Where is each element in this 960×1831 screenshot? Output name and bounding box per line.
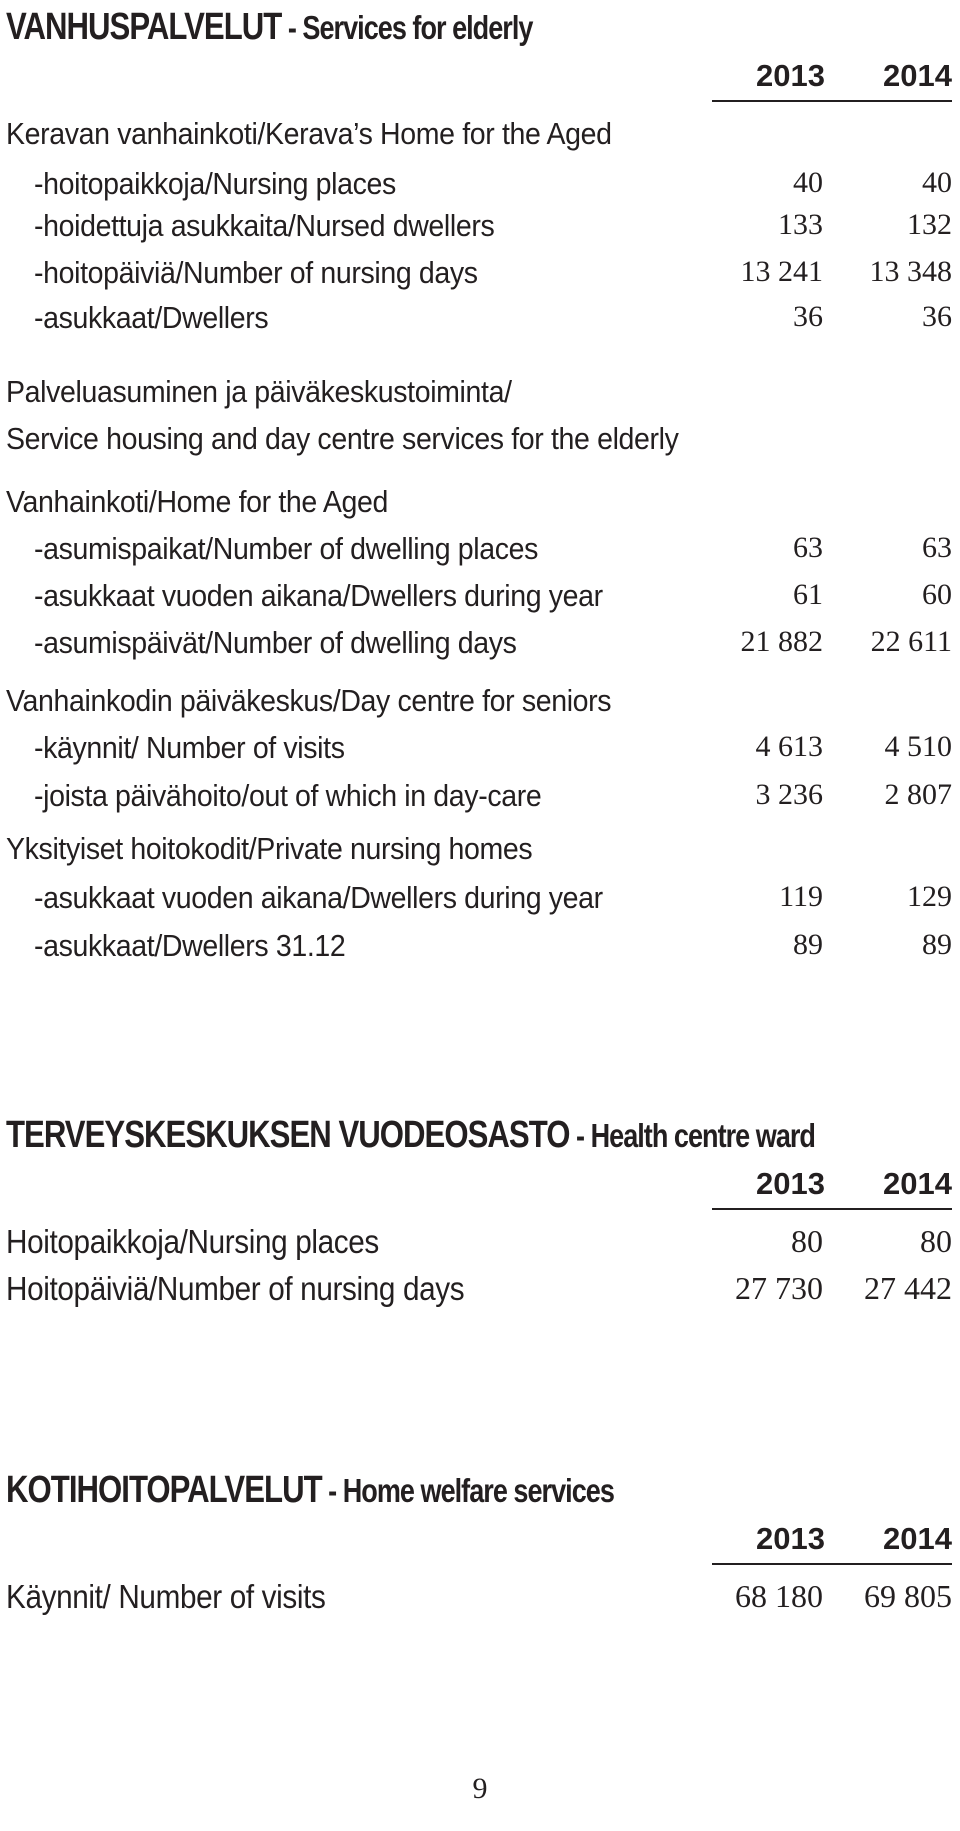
table-row: -asukkaat/Dwellers 36 36 (34, 300, 952, 335)
section-heading: KOTIHOITOPALVELUT - Home welfare services (6, 1469, 614, 1511)
year-2013-header: 2013 (756, 1521, 825, 1556)
section-heading: VANHUSPALVELUT - Services for elderly (6, 6, 533, 48)
table-row: -hoitopäiviä/Number of nursing days 13 241 13 348 (34, 255, 952, 290)
section-heading: TERVEYSKESKUKSEN VUODEOSASTO - Health centre ward (6, 1114, 815, 1156)
table-row: Service housing and day centre services for the elderly (6, 421, 679, 456)
year-2013-header: 2013 (756, 1166, 825, 1201)
table-row: -joista päivähoito/out of which in day-care 3 236 2 807 (34, 778, 952, 813)
table-row: -asukkaat/Dwellers 31.12 89 89 (34, 928, 952, 963)
header-rule (712, 1208, 952, 1210)
table-row: -asumispäivät/Number of dwelling days 21 882 22 611 (34, 625, 952, 660)
year-2014-header: 2014 (883, 1166, 952, 1201)
table-row: Käynnit/ Number of visits 68 180 69 805 (6, 1578, 952, 1615)
table-row: -asukkaat vuoden aikana/Dwellers during year 119 129 (34, 880, 952, 915)
table-row: Yksityiset hoitokodit/Private nursing homes (6, 831, 533, 866)
table-row: Hoitopaikkoja/Nursing places 80 80 (6, 1223, 952, 1260)
page-number: 9 (472, 1772, 488, 1805)
table-row: Keravan vanhainkoti/Kerava’s Home for the Aged (6, 116, 612, 151)
table-row: Palveluasuminen ja päiväkeskustoiminta/ (6, 374, 512, 409)
table-row: -hoidettuja asukkaita/Nursed dwellers 133 132 (34, 208, 952, 243)
table-row: Vanhainkodin päiväkeskus/Day centre for seniors (6, 683, 612, 718)
table-row: Hoitopäiviä/Number of nursing days 27 730 27 442 (6, 1270, 952, 1307)
year-2013-header: 2013 (756, 58, 825, 93)
year-header (6, 1162, 952, 1210)
table-row: -asukkaat vuoden aikana/Dwellers during year 61 60 (34, 578, 952, 613)
year-header (6, 54, 952, 102)
table-row: -käynnit/ Number of visits 4 613 4 510 (34, 730, 952, 765)
header-rule (712, 1563, 952, 1565)
year-2014-header: 2014 (883, 1521, 952, 1556)
table-row: -hoitopaikkoja/Nursing places 40 40 (34, 166, 952, 201)
table-row: -asumispaikat/Number of dwelling places 63 63 (34, 531, 952, 566)
year-2014-header: 2014 (883, 58, 952, 93)
header-rule (712, 100, 952, 102)
table-row: Vanhainkoti/Home for the Aged (6, 484, 389, 519)
year-header (6, 1517, 952, 1565)
